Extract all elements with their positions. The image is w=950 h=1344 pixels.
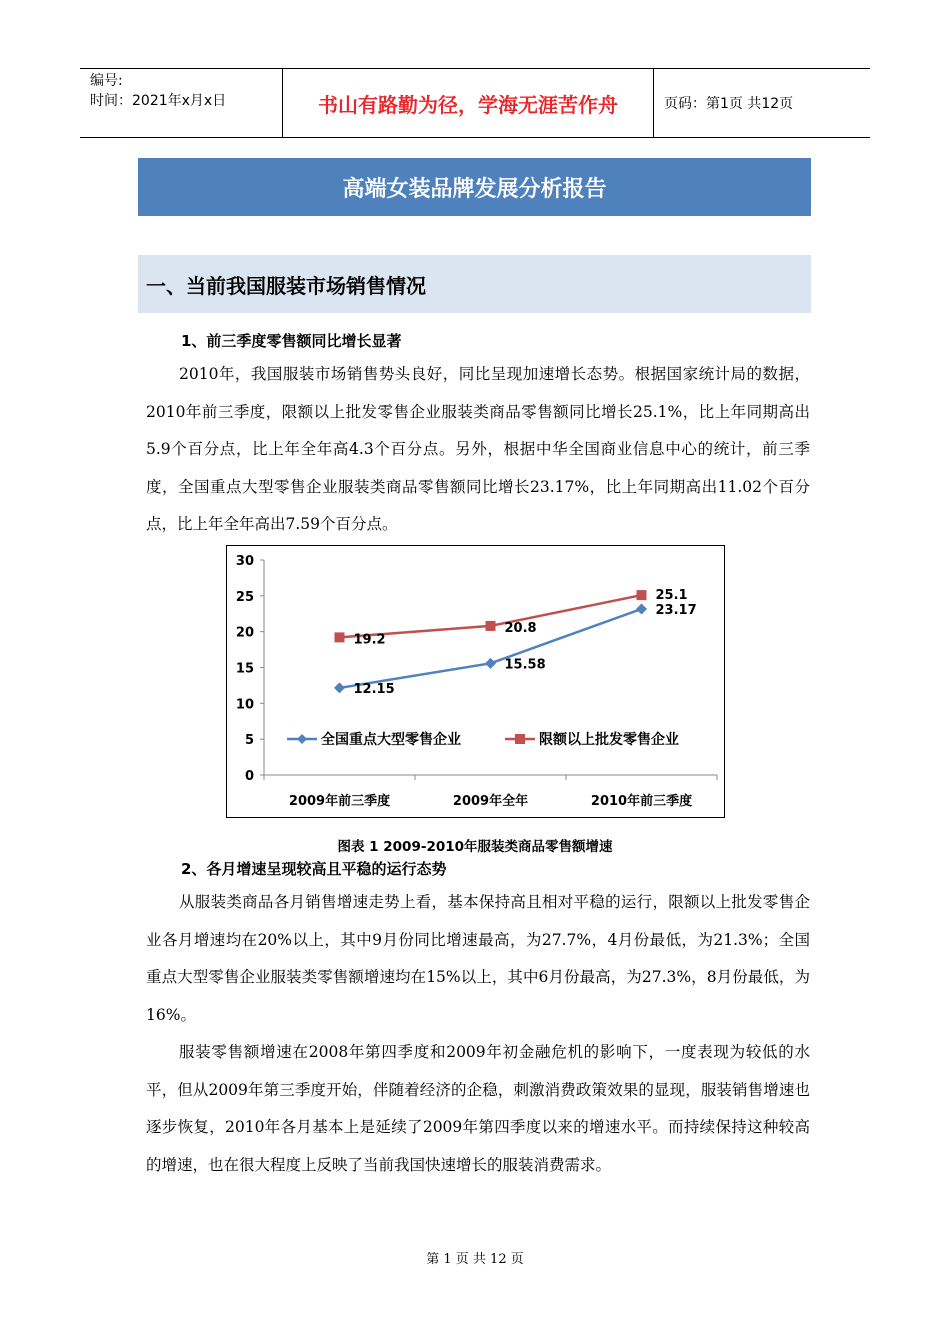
x-tick-label: 2010年前三季度 — [590, 794, 693, 809]
line-chart — [226, 545, 725, 818]
x-tick-label: 2009年前三季度 — [288, 794, 391, 809]
legend-marker — [297, 734, 307, 744]
y-tick-label: 25 — [235, 589, 254, 605]
series-line — [340, 595, 642, 637]
paragraph-3: 服装零售额增速在2008年第四季度和2009年初金融危机的影响下，一度表现为较低的水平，但从2009年第三季度开始，伴随着经济的企稳，刺激消费政策效果的显现，服装销售增速也逐步恢复，2010年各月基本上是延续了2009年第四季度以来的增速水平。而持续保持这种较高的增速，也在很大程度上反映了当前我国快速增长的服装消费需求。 — [146, 1043, 810, 1174]
header-page-info: 页码：第1页 共12页 — [664, 96, 794, 112]
legend-marker — [515, 734, 525, 744]
data-point — [335, 632, 345, 642]
data-point — [486, 621, 496, 631]
section-heading: 一、当前我国服装市场销售情况 — [138, 255, 811, 313]
legend-label: 全国重点大型零售企业 — [321, 732, 461, 748]
data-point — [636, 603, 647, 614]
data-label: 19.2 — [353, 632, 386, 648]
subheading-1: 1、前三季度零售额同比增长显著 — [181, 332, 402, 350]
data-point — [637, 590, 647, 600]
chart-svg — [227, 546, 726, 819]
header-left-cell — [80, 69, 282, 137]
data-point — [485, 658, 496, 669]
time-label: 时间：2021年x月x日 — [90, 93, 227, 109]
paragraph-1: 2010年，我国服装市场销售势头良好，同比呈现加速增长态势。根据国家统计局的数据，2010年前三季度，限额以上批发零售企业服装类商品零售额同比增长25.1%，比上年同期高出5.9个百分点，比上年全年高4.3个百分点。另外，根据中华全国商业信息中心的统计，前三季度，全国重点大型零售企业服装类商品零售额同比增长23.17%，比上年同期高出11.02个百分点，比上年全年高出7.59个百分点。 — [146, 365, 810, 533]
data-point — [334, 682, 345, 693]
subheading-2: 2、各月增速呈现较高且平稳的运行态势 — [181, 860, 447, 878]
data-label: 12.15 — [353, 681, 395, 697]
y-tick-label: 15 — [235, 661, 254, 677]
data-label: 23.17 — [655, 602, 697, 618]
page-footer: 第 1 页 共 12 页 — [426, 1252, 524, 1267]
header-table — [80, 68, 870, 138]
chart-caption: 图表 1 2009-2010年服装类商品零售额增速 — [337, 839, 613, 855]
legend-label: 限额以上批发零售企业 — [539, 732, 679, 748]
series-line — [340, 609, 642, 688]
x-tick-label: 2009年全年 — [452, 794, 529, 809]
y-tick-label: 5 — [244, 733, 254, 749]
y-tick-label: 30 — [235, 554, 254, 569]
y-tick-label: 20 — [235, 625, 254, 641]
number-label: 编号: — [90, 73, 123, 89]
data-label: 20.8 — [504, 620, 537, 636]
header-motto: 书山有路勤为径，学海无涯苦作舟 — [282, 69, 654, 137]
y-tick-label: 0 — [244, 769, 254, 784]
report-title: 高端女装品牌发展分析报告 — [138, 158, 811, 216]
data-label: 25.1 — [655, 588, 688, 604]
paragraph-2: 从服装类商品各月销售增速走势上看，基本保持高且相对平稳的运行，限额以上批发零售企业各月增速均在20%以上，其中9月份同比增速最高，为27.7%，4月份最低，为21.3%；全国重点大型零售企业服装类零售额增速均在15%以上，其中6月份最高，为27.3%，8月份最低，为16%。 — [146, 893, 810, 1024]
y-tick-label: 10 — [235, 697, 254, 713]
data-label: 15.58 — [504, 657, 546, 673]
